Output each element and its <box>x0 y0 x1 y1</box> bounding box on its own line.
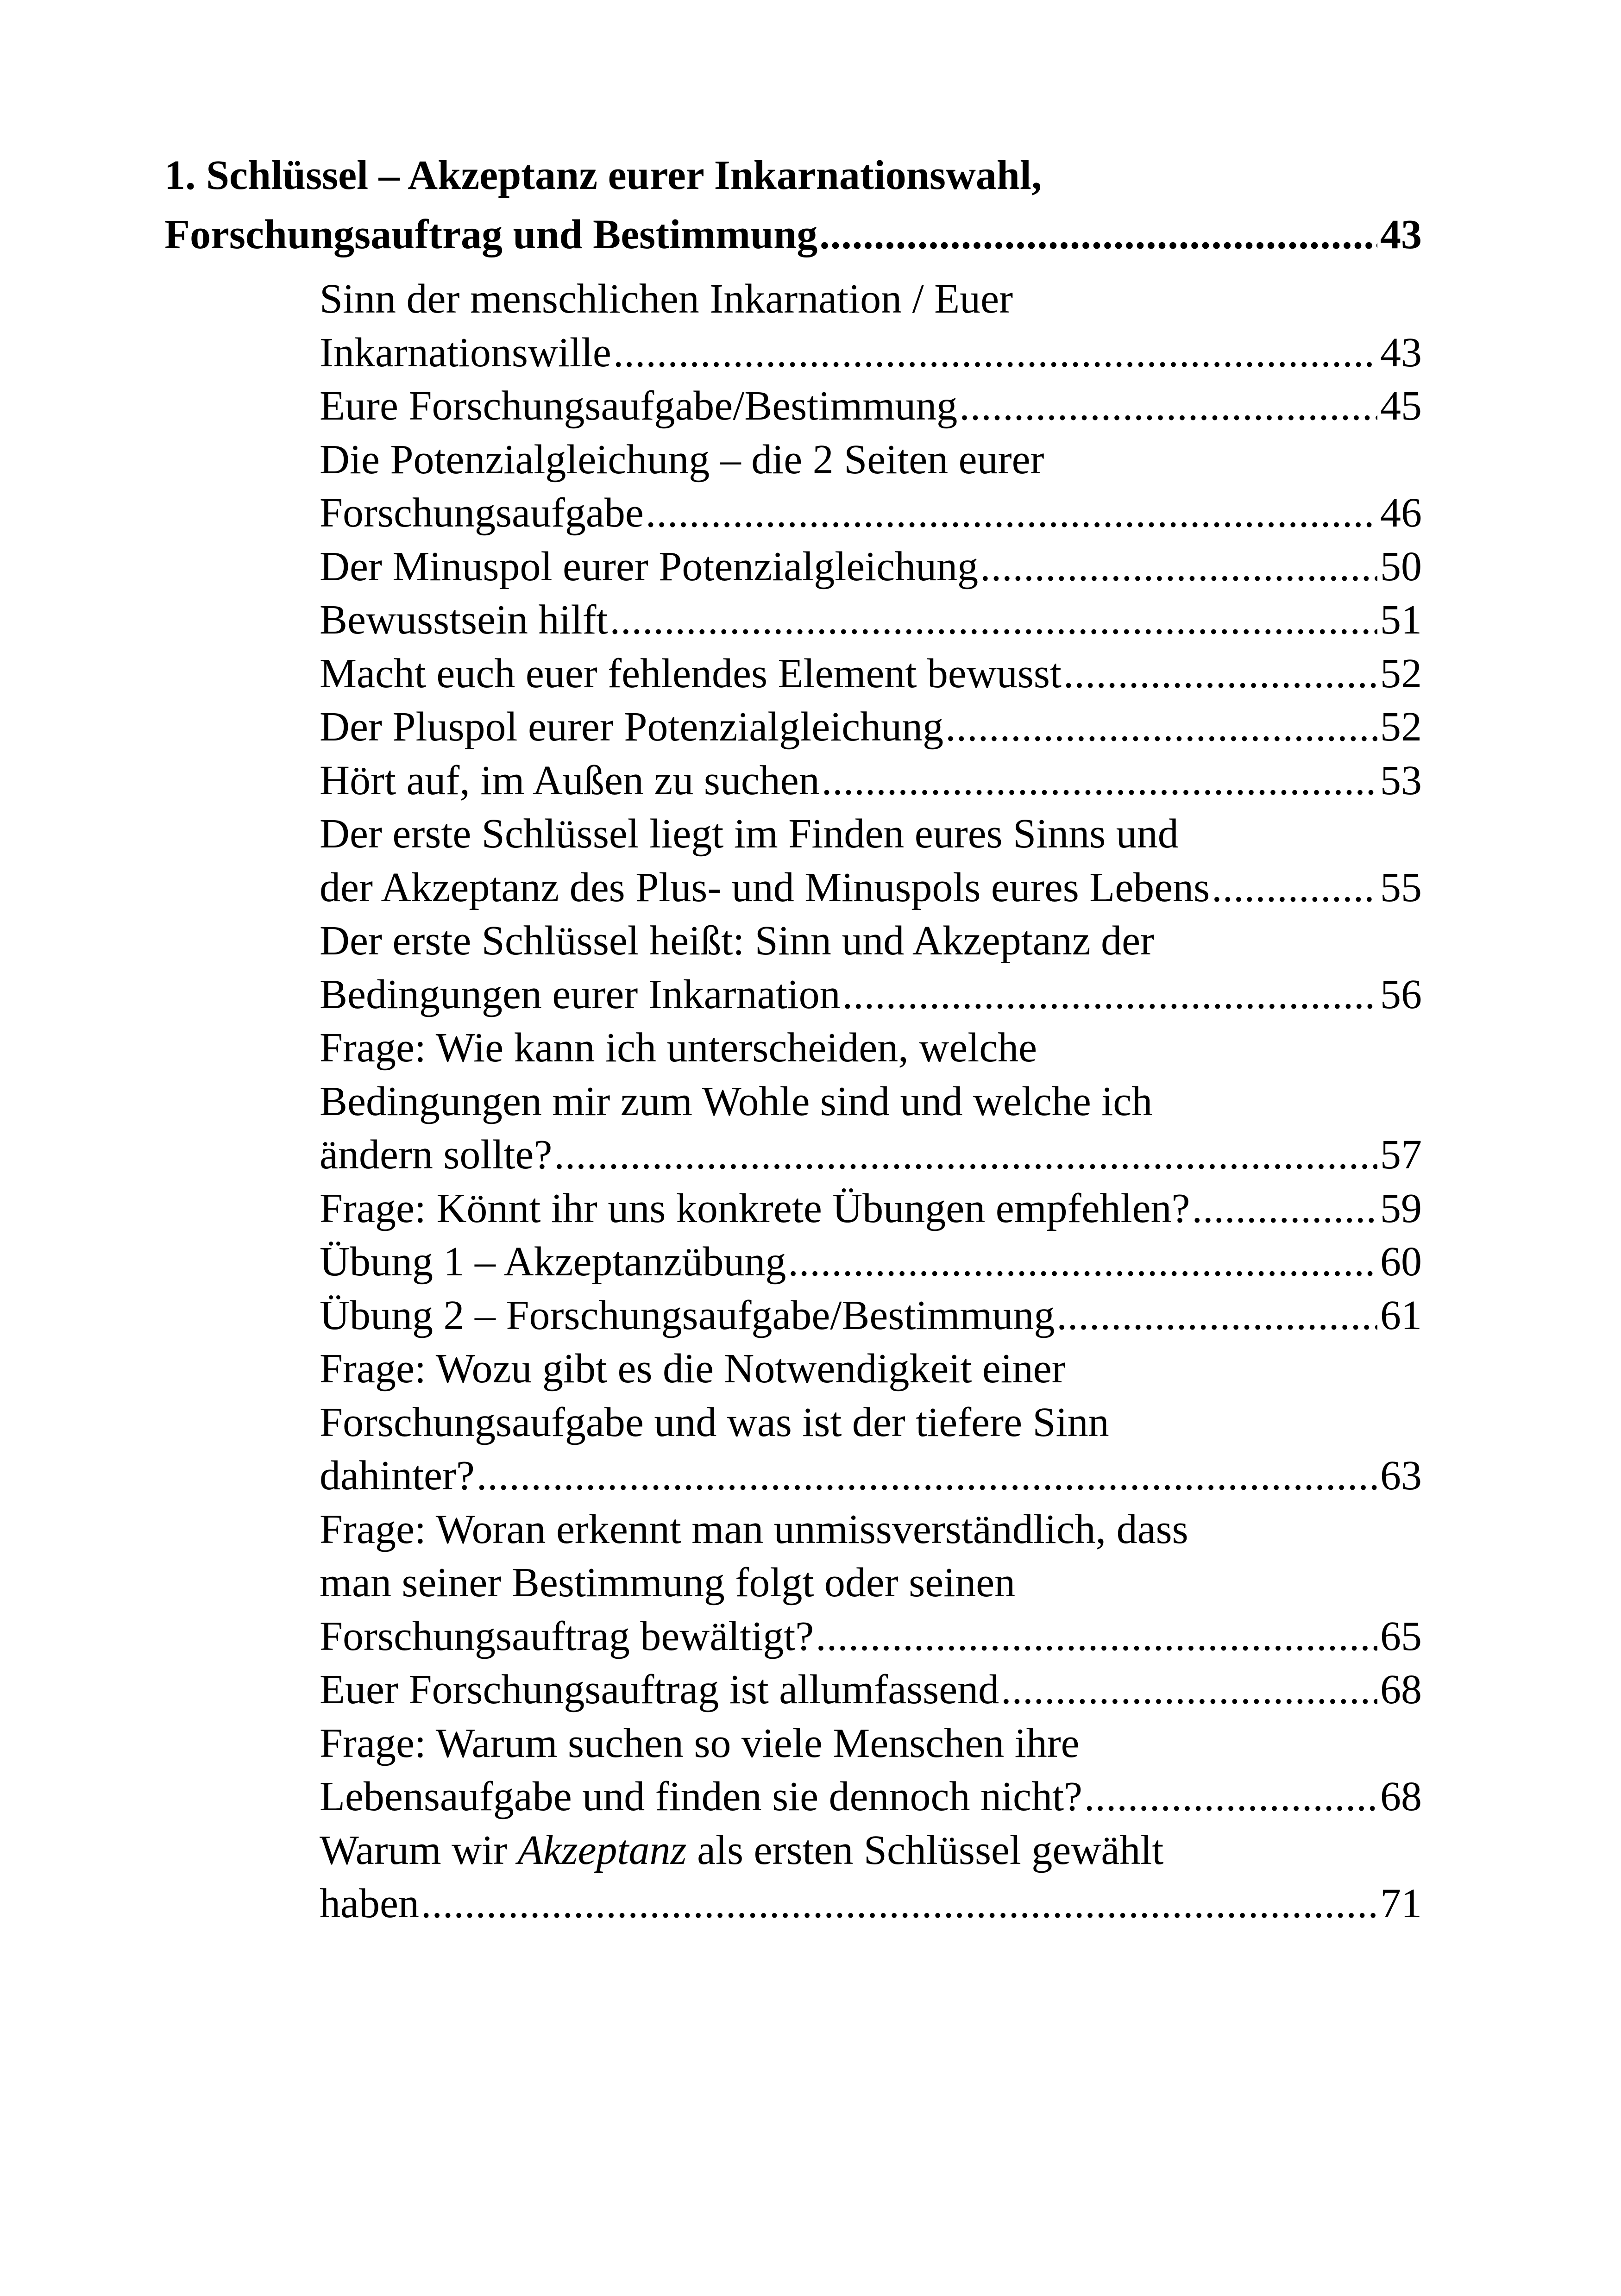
entry-page-number: 46 <box>1380 490 1422 536</box>
entry-page-number: 60 <box>1380 1239 1422 1285</box>
entry-text: Frage: Wozu gibt es die Notwendigkeit einer <box>320 1346 1066 1392</box>
dot-leader <box>477 1449 1377 1503</box>
entry-text: Eure Forschungsaufgabe/Bestimmung <box>320 383 958 429</box>
dot-leader <box>421 1877 1377 1931</box>
entry-text: Sinn der menschlichen Inkarnation / Euer <box>320 276 1013 322</box>
dot-leader <box>788 1235 1377 1289</box>
entry-text: Frage: Wie kann ich unterscheiden, welche <box>320 1025 1037 1071</box>
toc-entry <box>320 379 1422 433</box>
entry-text: Der erste Schlüssel heißt: Sinn und Akzeptanz der <box>320 918 1155 964</box>
toc-entry <box>320 1021 1422 1182</box>
entry-text: Euer Forschungsauftrag ist allumfassend <box>320 1667 999 1713</box>
entry-text: Übung 2 – Forschungsaufgabe/Bestimmung <box>320 1292 1055 1338</box>
toc-entry <box>320 1342 1422 1503</box>
entry-page-number: 52 <box>1380 650 1422 696</box>
toc-entry <box>320 1663 1422 1717</box>
entry-text: der Akzeptanz des Plus- und Minuspols eures Lebens <box>320 864 1210 910</box>
entry-page-number: 51 <box>1380 597 1422 643</box>
entry-text: Der Minuspol eurer Potenzialgleichung <box>320 543 979 590</box>
toc-entry <box>320 1824 1422 1931</box>
dot-leader <box>959 379 1377 433</box>
entry-page-number: 68 <box>1380 1667 1422 1713</box>
toc-entry <box>320 433 1422 540</box>
dot-leader <box>822 754 1377 808</box>
entry-text: Bewusstsein hilft <box>320 597 608 643</box>
toc-entry <box>320 754 1422 808</box>
entry-text: Forschungsaufgabe <box>320 490 644 536</box>
entry-text: Bedingungen mir zum Wohle sind und welche ich <box>320 1078 1153 1124</box>
entry-page-number: 61 <box>1380 1292 1422 1338</box>
dot-leader <box>816 1610 1377 1663</box>
toc-entry <box>320 1717 1422 1824</box>
dot-leader <box>554 1128 1377 1182</box>
entry-page-number: 63 <box>1380 1453 1422 1499</box>
chapter-heading-line-1 <box>164 146 1422 205</box>
entry-page-number: 50 <box>1380 543 1422 590</box>
entry-page-number: 55 <box>1380 864 1422 910</box>
entry-text: Frage: Woran erkennt man unmissverständlich, dass <box>320 1506 1188 1552</box>
chapter-heading <box>164 146 1422 264</box>
toc-entry <box>320 540 1422 594</box>
entry-text-part: als ersten Schlüssel gewählt <box>686 1827 1164 1873</box>
toc-entry <box>320 272 1422 379</box>
toc-entries <box>320 272 1422 1931</box>
entry-text: dahinter? <box>320 1453 475 1499</box>
entry-text <box>320 1824 1163 1877</box>
dot-leader <box>842 968 1377 1022</box>
dot-leader <box>1001 1663 1377 1717</box>
entry-text-emphasis: Akzeptanz <box>517 1827 687 1873</box>
entry-page-number: 52 <box>1380 704 1422 750</box>
entry-text: Forschungsaufgabe und was ist der tiefere Sinn <box>320 1399 1109 1445</box>
entry-text: Inkarnationswille <box>320 329 611 376</box>
chapter-title-line-1: 1. Schlüssel – Akzeptanz eurer Inkarnationswahl, <box>164 152 1042 198</box>
chapter-page-number: 43 <box>1380 212 1422 257</box>
entry-page-number: 57 <box>1380 1132 1422 1178</box>
entry-page-number: 59 <box>1380 1185 1422 1231</box>
entry-text: man seiner Bestimmung folgt oder seinen <box>320 1560 1016 1606</box>
entry-page-number: 68 <box>1380 1774 1422 1819</box>
dot-leader <box>819 205 1377 264</box>
entry-page-number: 45 <box>1380 383 1422 429</box>
entry-page-number: 65 <box>1380 1613 1422 1659</box>
dot-leader <box>1212 861 1377 915</box>
entry-text: Bedingungen eurer Inkarnation <box>320 971 841 1017</box>
chapter-heading-line-2 <box>164 205 1422 264</box>
dot-leader <box>1063 647 1377 701</box>
entry-text: Hört auf, im Außen zu suchen <box>320 757 820 803</box>
chapter-title-line-2: Forschungsauftrag und Bestimmung <box>164 212 818 257</box>
entry-text: Frage: Könnt ihr uns konkrete Übungen empfehlen? <box>320 1185 1190 1231</box>
entry-page-number: 43 <box>1380 329 1422 376</box>
dot-leader <box>610 593 1378 647</box>
dot-leader <box>945 700 1377 754</box>
entry-page-number: 71 <box>1380 1881 1422 1926</box>
entry-text: Lebensaufgabe und finden sie dennoch nicht? <box>320 1774 1082 1819</box>
dot-leader <box>613 326 1377 380</box>
dot-leader <box>1056 1289 1377 1342</box>
entry-text-part: Warum wir <box>320 1827 518 1873</box>
dot-leader <box>646 486 1377 540</box>
toc-entry <box>320 914 1422 1021</box>
entry-text: Die Potenzialgleichung – die 2 Seiten eurer <box>320 436 1044 483</box>
entry-text: Übung 1 – Akzeptanzübung <box>320 1239 786 1285</box>
toc-entry <box>320 807 1422 914</box>
toc-entry <box>320 1182 1422 1236</box>
entry-text: Der erste Schlüssel liegt im Finden eures Sinns und <box>320 811 1179 857</box>
toc-entry <box>320 1235 1422 1289</box>
toc-entry <box>320 1289 1422 1342</box>
entry-page-number: 53 <box>1380 757 1422 803</box>
toc-entry <box>320 647 1422 701</box>
dot-leader <box>1084 1770 1377 1824</box>
dot-leader <box>1192 1182 1378 1236</box>
entry-text: Macht euch euer fehlendes Element bewusst <box>320 650 1062 696</box>
toc-entry <box>320 700 1422 754</box>
toc-entry <box>320 593 1422 647</box>
dot-leader <box>980 540 1377 594</box>
toc-entry <box>320 1503 1422 1663</box>
entry-text: haben <box>320 1881 419 1926</box>
entry-text: ändern sollte? <box>320 1132 553 1178</box>
entry-text: Forschungsauftrag bewältigt? <box>320 1613 814 1659</box>
entry-text: Der Pluspol eurer Potenzialgleichung <box>320 704 944 750</box>
entry-page-number: 56 <box>1380 971 1422 1017</box>
entry-text: Frage: Warum suchen so viele Menschen ihre <box>320 1720 1080 1766</box>
